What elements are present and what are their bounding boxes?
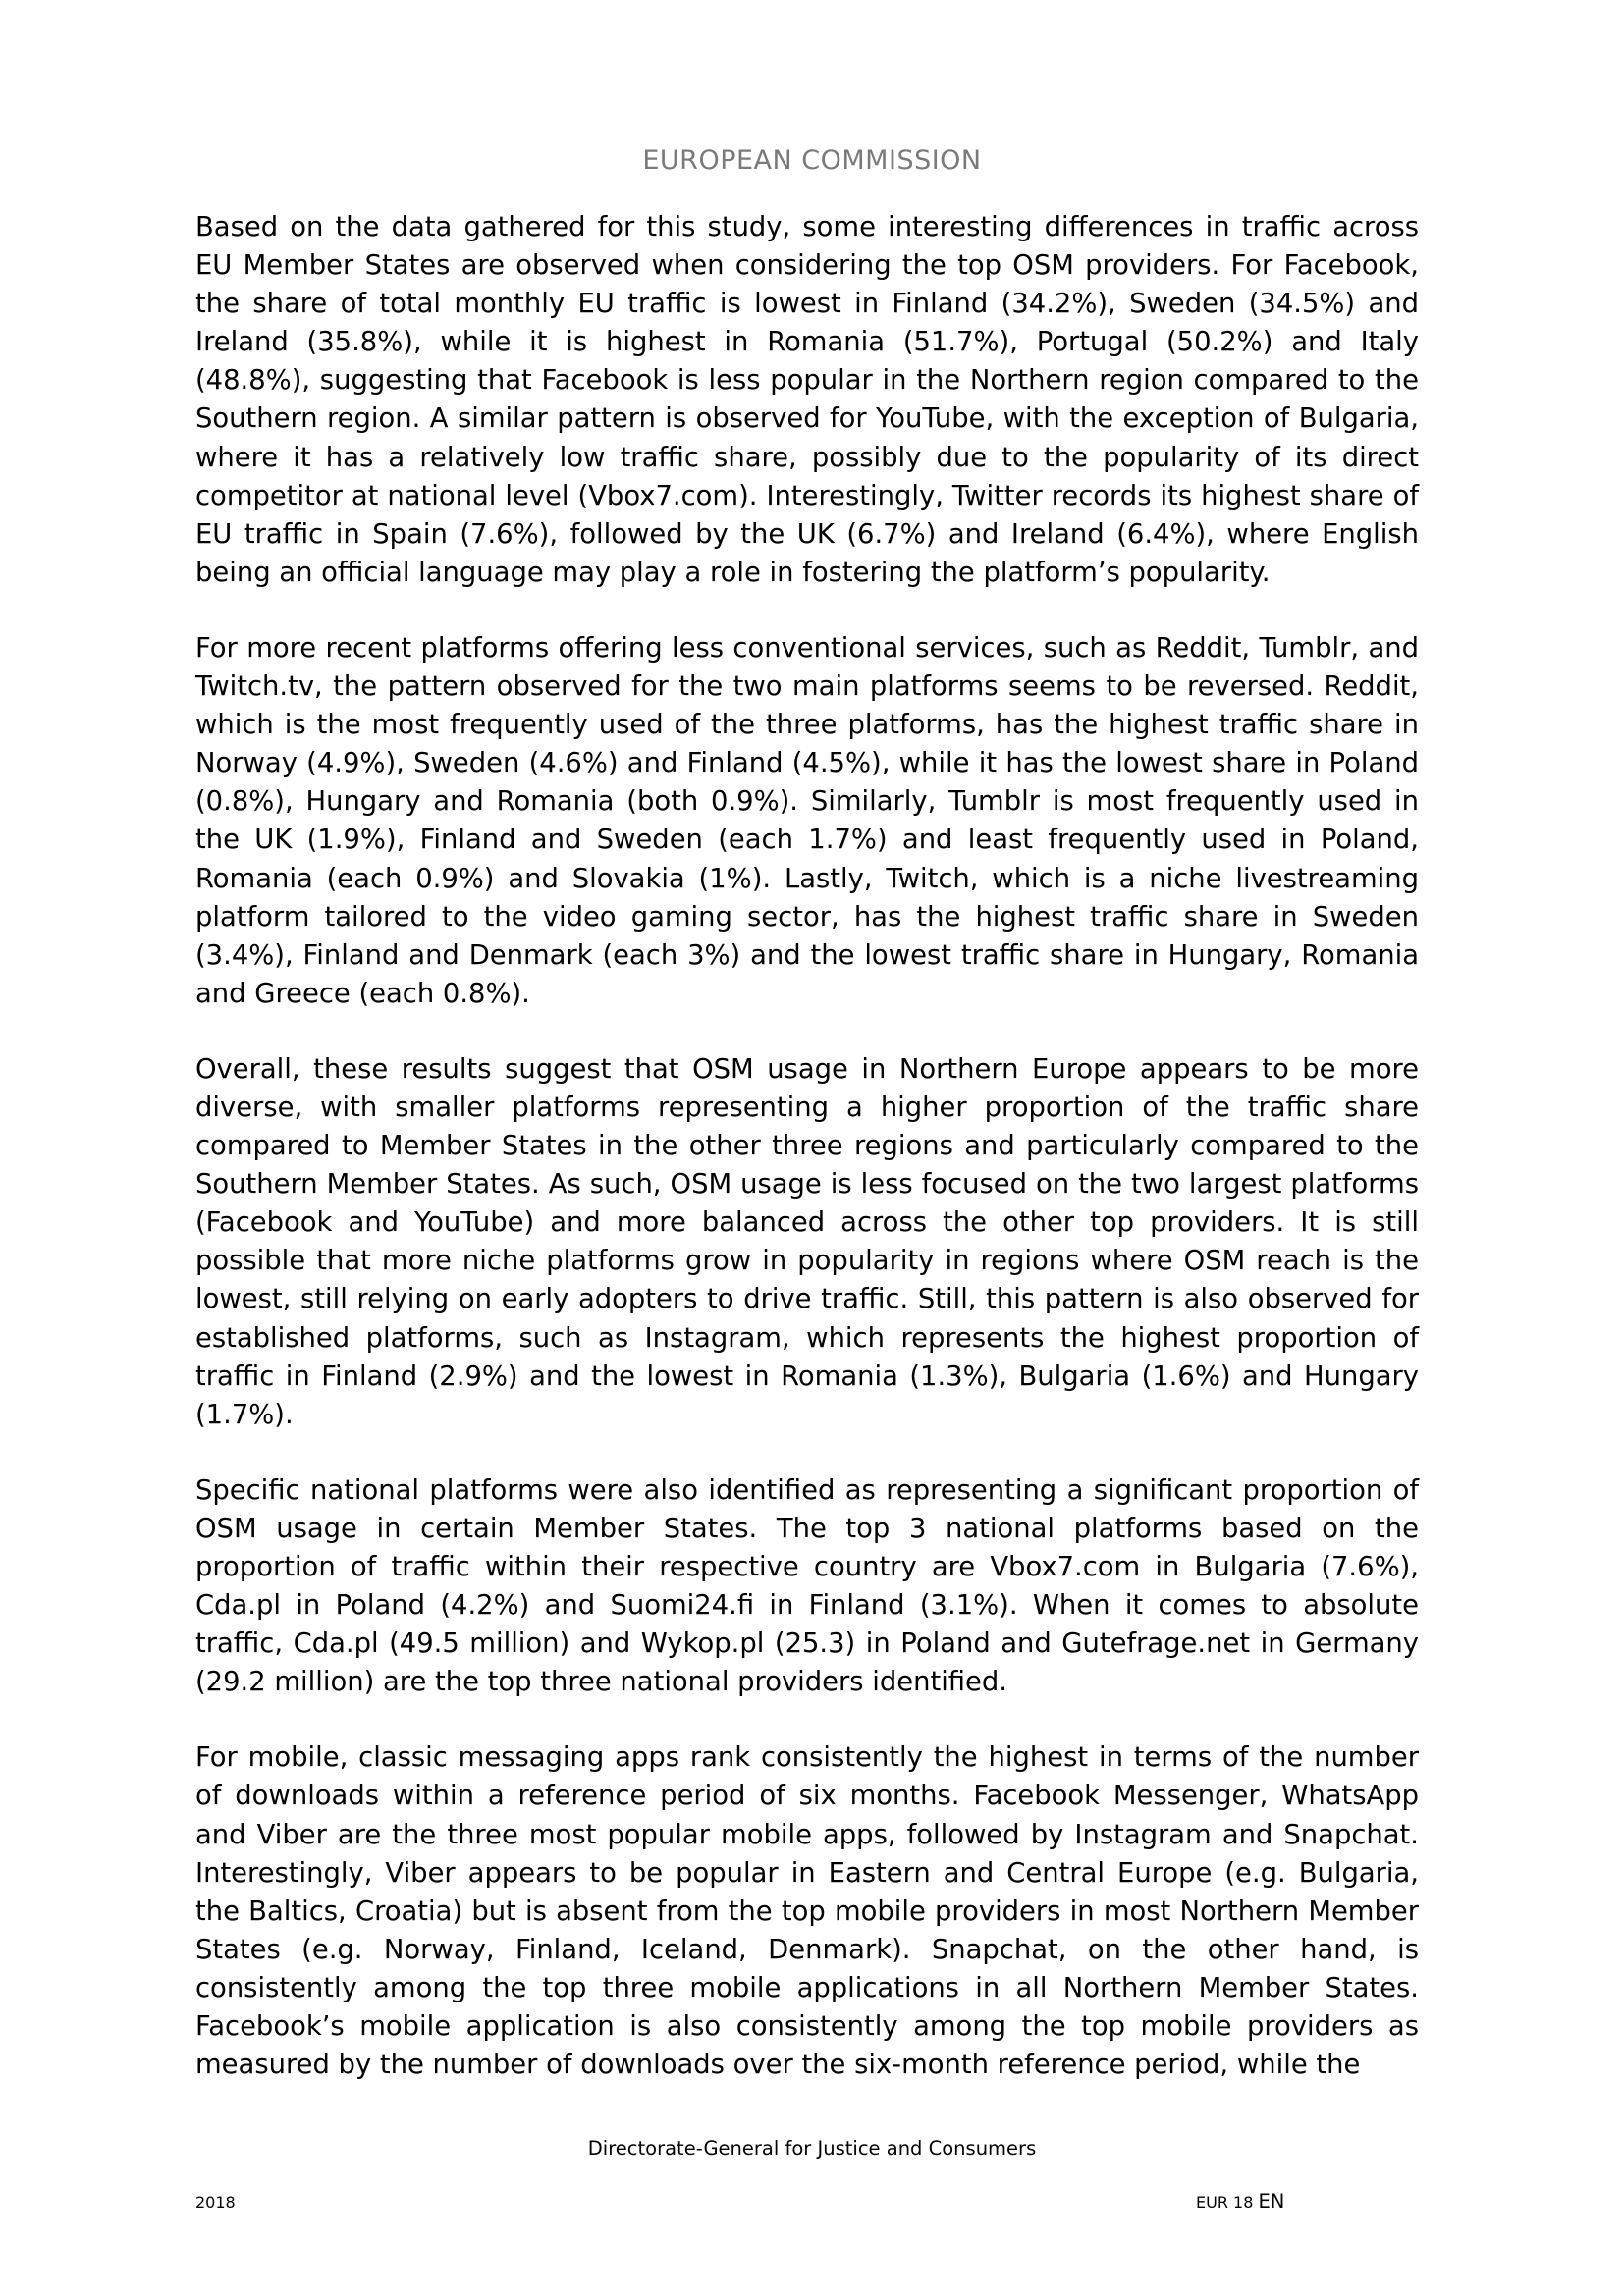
paragraph-national-platforms: Specific national platforms were also identified as representing a significant proportion of OSM usage in certain Member States. The top 3 national platforms based on the proportion of traffic within their respective country are Vbox7.com in Bulgaria (7.6%), Cda.pl in Poland (4.2%) and Suomi24.fi in Finland (3.1%). When it comes to absolute traffic, Cda.pl (49.5 million) and Wykop.pl (25.3) in Poland and Gutefrage.net in Germany (29.2 million) are the top three national providers identified.: [195, 1474, 1419, 1698]
paragraph-recent-platforms: For more recent platforms offering less conventional services, such as Reddit, Tumblr, and Twitch.tv, the pattern observed for the two main platforms seems to be reversed. Reddit, which is the most frequently used of the three platforms, has the highest traffic share in Norway (4.9%), Sweden (4.6%) and Finland (4.5%), while it has the lowest share in Poland (0.8%), Hungary and Romania (both 0.9%). Similarly, Tumblr is most frequently used in the UK (1.9%), Finland and Sweden (each 1.7%) and least frequently used in Poland, Romania (each 0.9%) and Slovakia (1%). Lastly, Twitch, which is a niche livestreaming platform tailored to the video gaming sector, has the highest traffic share in Sweden (3.4%), Finland and Denmark (each 3%) and the lowest traffic share in Hungary, Romania and Greece (each 0.8%).: [195, 632, 1419, 1009]
footer-code: EUR 18: [1196, 2193, 1254, 2212]
footer-year: 2018: [195, 2193, 236, 2212]
footer-directorate: Directorate-General for Justice and Consumers: [587, 2137, 1037, 2160]
page-header-title: EUROPEAN COMMISSION: [642, 145, 982, 176]
paragraph-mobile-apps: For mobile, classic messaging apps rank consistently the highest in terms of the number of downloads within a reference period of six months. Facebook Messenger, WhatsApp and Viber are the three most popular mobile apps, followed by Instagram and Snapchat. Interestingly, Viber appears to be popular in Eastern and Central Europe (e.g. Bulgaria, the Baltics, Croatia) but is absent from the top mobile providers in most Northern Member States (e.g. Norway, Finland, Iceland, Denmark). Snapchat, on the other hand, is consistently among the top three mobile applications in all Northern Member States. Facebook’s mobile application is also consistently among the top mobile providers as measured by the number of downloads over the six-month reference period, while the: [195, 1742, 1419, 2081]
paragraph-northern-europe: Overall, these results suggest that OSM usage in Northern Europe appears to be more diverse, with smaller platforms representing a higher proportion of the traffic share compared to Member States in the other three regions and particularly compared to the Southern Member States. As such, OSM usage is less focused on the two largest platforms (Facebook and YouTube) and more balanced across the other top providers. It is still possible that more niche platforms grow in popularity in regions where OSM reach is the lowest, still relying on early adopters to drive traffic. Still, this pattern is also observed for established platforms, such as Instagram, which represents the highest proportion of traffic in Finland (2.9%) and the lowest in Romania (1.3%), Bulgaria (1.6%) and Hungary (1.7%).: [195, 1053, 1419, 1430]
paragraph-traffic-differences: Based on the data gathered for this study, some interesting differences in traffic across EU Member States are observed when considering the top OSM providers. For Facebook, the share of total monthly EU traffic is lowest in Finland (34.2%), Sweden (34.5%) and Ireland (35.8%), while it is highest in Romania (51.7%), Portugal (50.2%) and Italy (48.8%), suggesting that Facebook is less popular in the Northern region compared to the Southern region. A similar pattern is observed for YouTube, with the exception of Bulgaria, where it has a relatively low traffic share, possibly due to the popularity of its direct competitor at national level (Vbox7.com). Interestingly, Twitter records its highest share of EU traffic in Spain (7.6%), followed by the UK (6.7%) and Ireland (6.4%), where English being an official language may play a role in fostering the platform’s popularity.: [195, 212, 1419, 588]
footer-language: EN: [1258, 2190, 1285, 2213]
body-text: [195, 208, 1419, 2121]
footer-document-code: [1196, 2190, 1284, 2213]
